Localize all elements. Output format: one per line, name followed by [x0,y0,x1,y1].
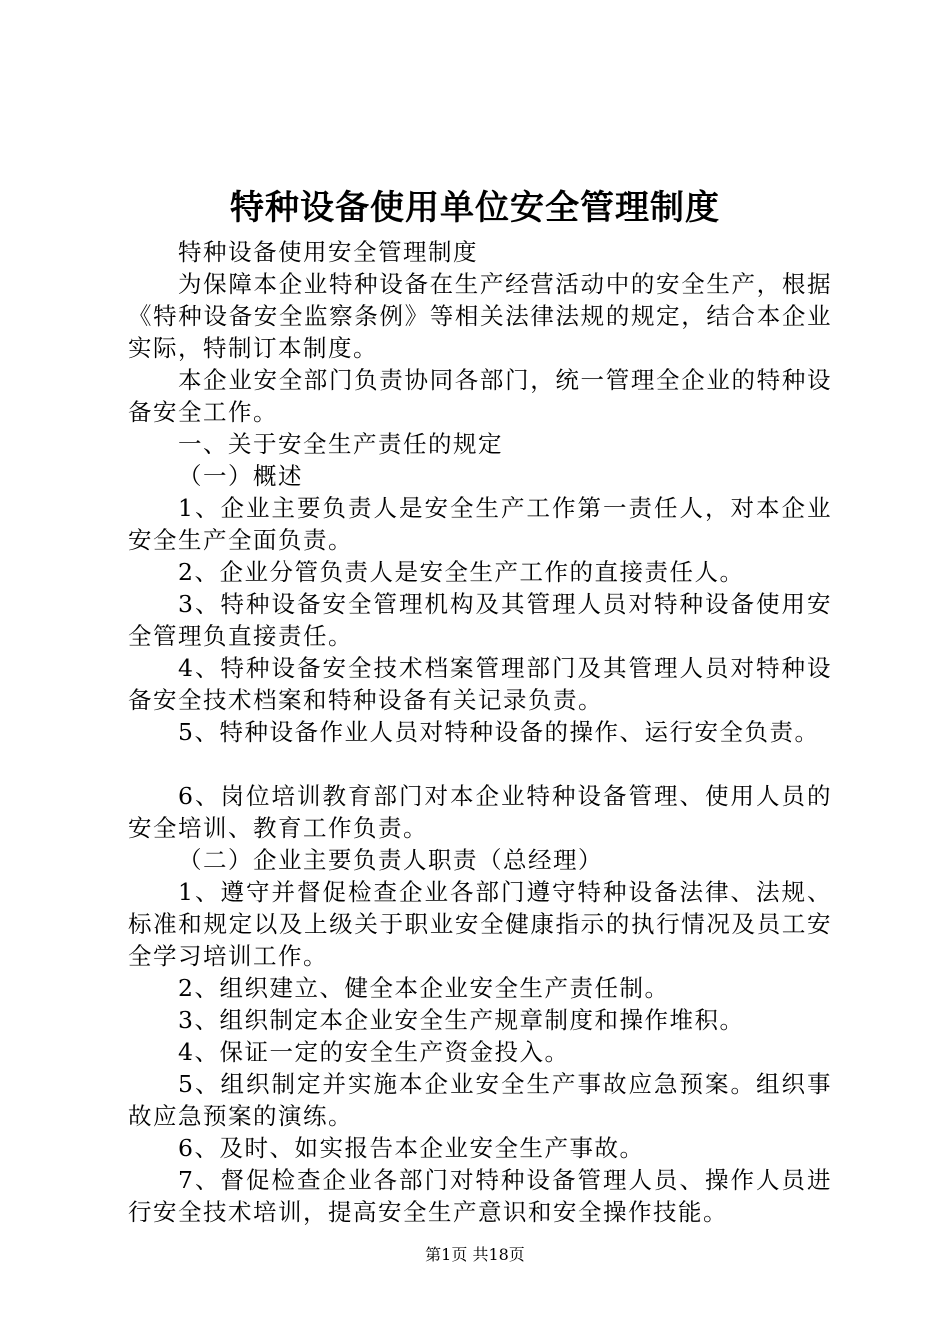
paragraph: 5、组织制定并实施本企业安全生产事故应急预案。组织事故应急预案的演练。 [128,1070,832,1130]
paragraph: 2、企业分管负责人是安全生产工作的直接责任人。 [178,558,745,586]
subsection-heading: （二）企业主要负责人职责（总经理） [178,846,603,874]
paragraph: 2、组织建立、健全本企业安全生产责任制。 [178,974,670,1002]
paragraph: 4、保证一定的安全生产资金投入。 [178,1038,570,1066]
paragraph: 1、遵守并督促检查企业各部门遵守特种设备法律、法规、标准和规定以及上级关于职业安全健康指示的执行情况及员工安全学习培训工作。 [128,878,832,970]
paragraph: 4、特种设备安全技术档案管理部门及其管理人员对特种设备安全技术档案和特种设备有关记录负责。 [128,654,832,714]
document-title: 特种设备使用单位安全管理制度 [230,188,720,228]
paragraph: 6、及时、如实报告本企业安全生产事故。 [178,1134,645,1162]
paragraph: 3、组织制定本企业安全生产规章制度和操作堆积。 [178,1006,745,1034]
subsection-heading: （一）概述 [178,462,303,490]
blank-line [128,748,832,780]
paragraph: 5、特种设备作业人员对特种设备的操作、运行安全负责。 [178,718,820,746]
paragraph: 7、督促检查企业各部门对特种设备管理人员、操作人员进行安全技术培训，提高安全生产意识和安全操作技能。 [128,1166,832,1226]
paragraph: 本企业安全部门负责协同各部门，统一管理全企业的特种设备安全工作。 [128,366,832,426]
section-heading: 一、关于安全生产责任的规定 [178,430,503,458]
page-number-footer: 第1页 共18页 [425,1245,525,1264]
paragraph: 3、特种设备安全管理机构及其管理人员对特种设备使用安全管理负直接责任。 [128,590,832,650]
document-body [128,236,832,1228]
paragraph: 6、岗位培训教育部门对本企业特种设备管理、使用人员的安全培训、教育工作负责。 [128,782,832,842]
paragraph: 特种设备使用安全管理制度 [178,238,478,266]
paragraph: 为保障本企业特种设备在生产经营活动中的安全生产，根据《特种设备安全监察条例》等相关法律法规的规定，结合本企业实际，特制订本制度。 [128,270,832,362]
paragraph: 1、企业主要负责人是安全生产工作第一责任人，对本企业安全生产全面负责。 [128,494,832,554]
